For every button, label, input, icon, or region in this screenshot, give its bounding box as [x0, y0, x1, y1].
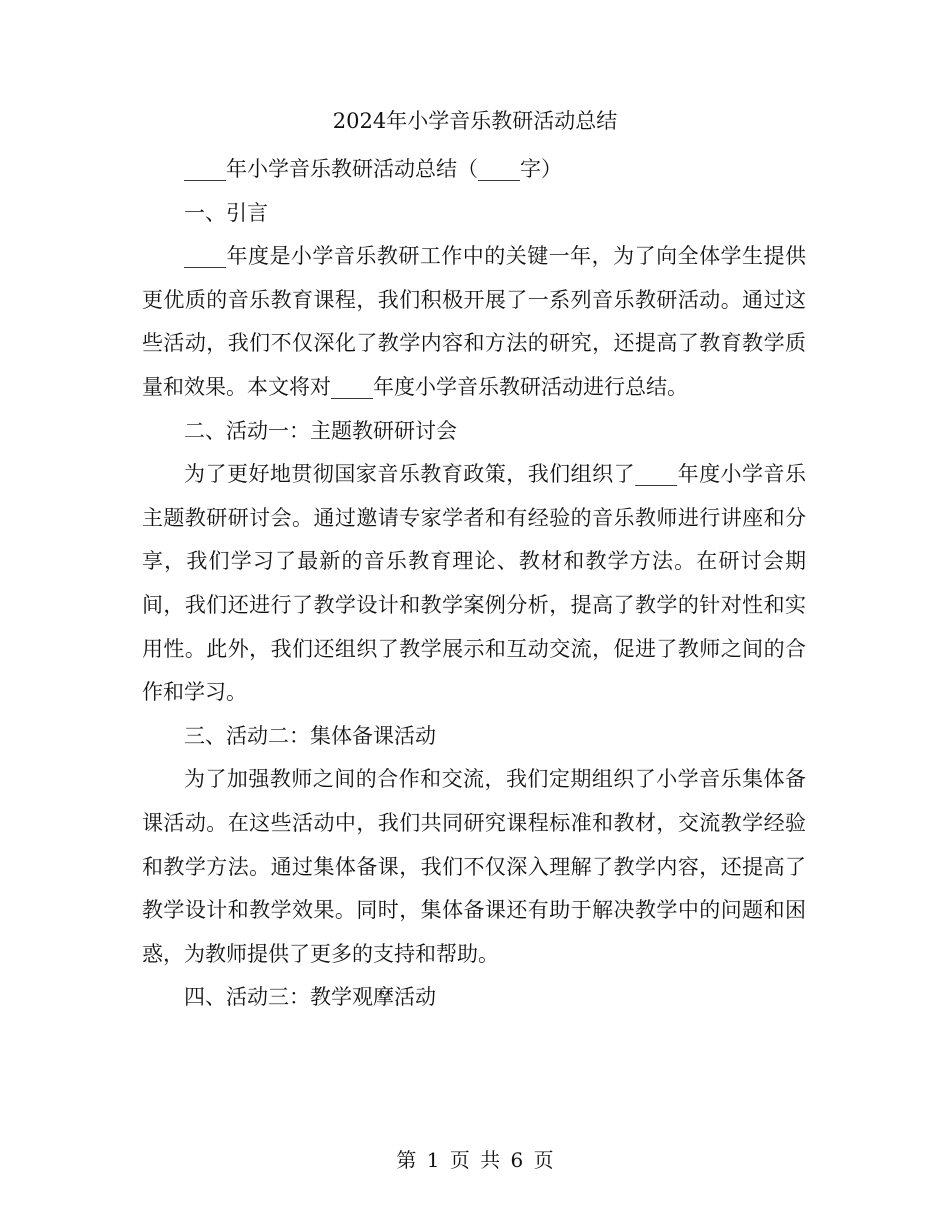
page-footer: 第 1 页 共 6 页 — [396, 1148, 554, 1172]
section-heading-activity-3: 四、活动三：教学观摩活动 — [184, 985, 436, 1010]
document-title: 2024年小学音乐教研活动总结 — [332, 109, 618, 133]
subtitle-paragraph: ____年小学音乐教研活动总结（____字） — [184, 157, 562, 181]
document-body — [142, 148, 806, 1020]
activity-1-paragraph: 为了更好地贯彻国家音乐教育政策，我们组织了____年度小学音乐主题教研研讨会。通过邀请专家学者和有经验的音乐教师进行讲座和分享，我们学习了最新的音乐教育理论、教材和教学方法。在研讨会期间，我们还进行了教学设计和教学案例分析，提高了教学的针对性和实用性。此外，我们还组织了教学展示和互动交流，促进了教师之间的合作和学习。 — [142, 462, 806, 705]
intro-paragraph: ____年度是小学音乐教研工作中的关键一年，为了向全体学生提供更优质的音乐教育课程，我们积极开展了一系列音乐教研活动。通过这些活动，我们不仅深化了教学内容和方法的研究，还提高了教育教学质量和效果。本文将对____年度小学音乐教研活动进行总结。 — [142, 244, 806, 399]
section-heading-intro: 一、引言 — [184, 200, 268, 225]
section-heading-activity-1: 二、活动一：主题教研研讨会 — [184, 418, 457, 443]
activity-2-paragraph: 为了加强教师之间的合作和交流，我们定期组织了小学音乐集体备课活动。在这些活动中，我们共同研究课程标准和教材，交流教学经验和教学方法。通过集体备课，我们不仅深入理解了教学内容，还提高了教学设计和教学效果。同时，集体备课还有助于解决教学中的问题和困惑，为教师提供了更多的支持和帮助。 — [142, 767, 806, 966]
section-heading-activity-2: 三、活动二：集体备课活动 — [184, 723, 436, 748]
